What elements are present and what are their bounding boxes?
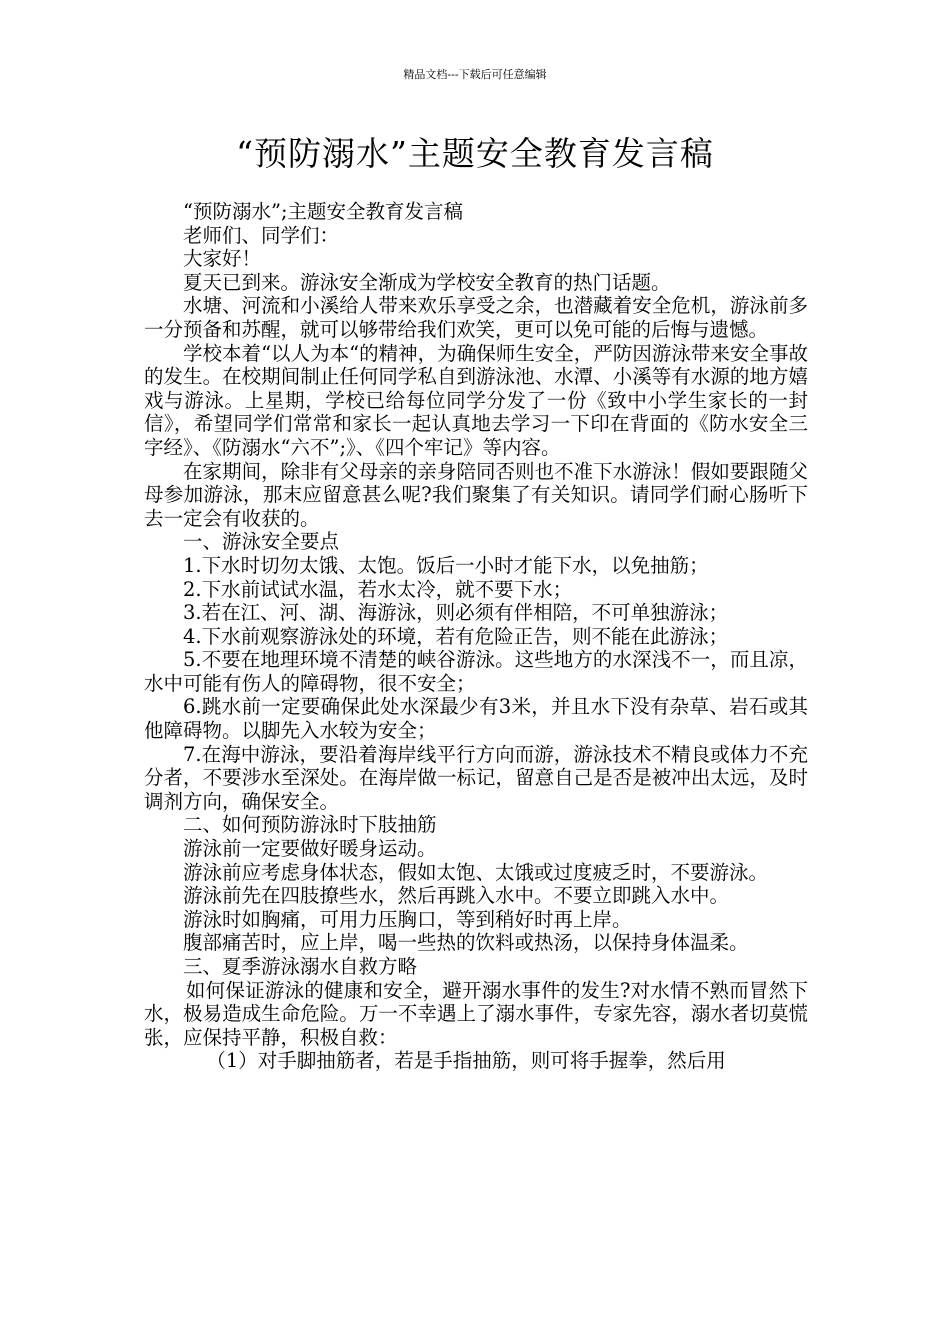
paragraph: 老师们、同学们：: [183, 223, 340, 247]
list-item: 7.在海中游泳，要沿着海岸线平行方向而游，游泳技术不精良或体力不充分者，不要涉水至深处。在海岸做一标记，留意自己是否是被冲出太远，及时调剂方向，确保安全。: [144, 742, 808, 813]
paragraph: 腹部痛苦时，应上岸，喝一些热的饮料或热汤，以保持身体温柔。: [183, 931, 749, 955]
list-item: 1.下水时切勿太饿、太饱。饭后一小时才能下水，以免抽筋；: [183, 553, 709, 577]
paragraph: 夏天已到来。游泳安全渐成为学校安全教育的热门话题。: [183, 270, 671, 294]
paragraph: 游泳前先在四肢撩些水，然后再跳入水中。不要立即跳入水中。: [183, 884, 730, 908]
paragraph: 游泳前应考虑身体状态，假如太饱、太饿或过度疲乏时，不要游泳。: [183, 860, 769, 884]
document-body: [144, 200, 808, 1073]
paragraph: （1）对手脚抽筋者，若是手指抽筋，则可将手握拳，然后用: [206, 1049, 726, 1073]
section-heading: 二、如何预防游泳时下肢抽筋: [183, 813, 437, 837]
section-heading: 三、夏季游泳溺水自救方略: [183, 955, 418, 978]
list-item: 4.下水前观察游泳处的环境，若有危险正告，则不能在此游泳；: [183, 624, 729, 648]
paragraph: 大家好！: [183, 247, 262, 271]
list-item: 6.跳水前一定要确保此处水深最少有3米，并且水下没有杂草、岩石或其他障碍物。以脚先入水较为安全；: [144, 695, 808, 743]
page-header: 精品文档---下载后可任意编辑: [403, 68, 547, 81]
paragraph: 如何保证游泳的健康和安全，避开溺水事件的发生?对水情不熟而冒然下水，极易造成生命危险。万一不幸遇上了溺水事件，专家先容，溺水者切莫慌张，应保持平静，积极自救：: [144, 978, 808, 1049]
document-title: “预防溺水”主题安全教育发言稿: [236, 134, 714, 173]
paragraph: 水塘、河流和小溪给人带来欢乐享受之余，也潜藏着安全危机，游泳前多一分预备和苏醒，就可以够带给我们欢笑，更可以免可能的后悔与遗憾。: [144, 294, 808, 341]
paragraph: 游泳前一定要做好暖身运动。: [183, 837, 437, 861]
paragraph: 在家期间，除非有父母亲的亲身陪同否则也不准下水游泳！假如要跟随父母参加游泳，那末应留意甚么呢?我们聚集了有关知识。请同学们耐心肠听下去一定会有收获的。: [144, 459, 808, 530]
paragraph: 学校本着“以人为本“的精神，为确保师生安全，严防因游泳带来安全事故的发生。在校期间制止任何同学私自到游泳池、水潭、小溪等有水源的地方嬉戏与游泳。上星期，学校已给每位同学分发了一份《致中小学生家长的一封信》，希望同学们常常和家长一起认真地去学习一下印在背面的《防水安全三字经》、《防溺水“六不”;》、《四个牢记》等内容。: [144, 341, 808, 459]
paragraph: 游泳时如胸痛，可用力压胸口，等到稍好时再上岸。: [183, 907, 632, 931]
list-item: 2.下水前试试水温，若水太冷，就不要下水；: [183, 577, 573, 601]
section-heading: 一、游泳安全要点: [183, 530, 340, 554]
list-item: 3.若在江、河、湖、海游泳，则必须有伴相陪，不可单独游泳；: [183, 601, 729, 625]
paragraph: “预防溺水”;主题安全教育发言稿: [183, 200, 464, 223]
list-item: 5.不要在地理环境不清楚的峡谷游泳。这些地方的水深浅不一，而且凉，水中可能有伤人的障碍物，很不安全；: [144, 648, 808, 695]
